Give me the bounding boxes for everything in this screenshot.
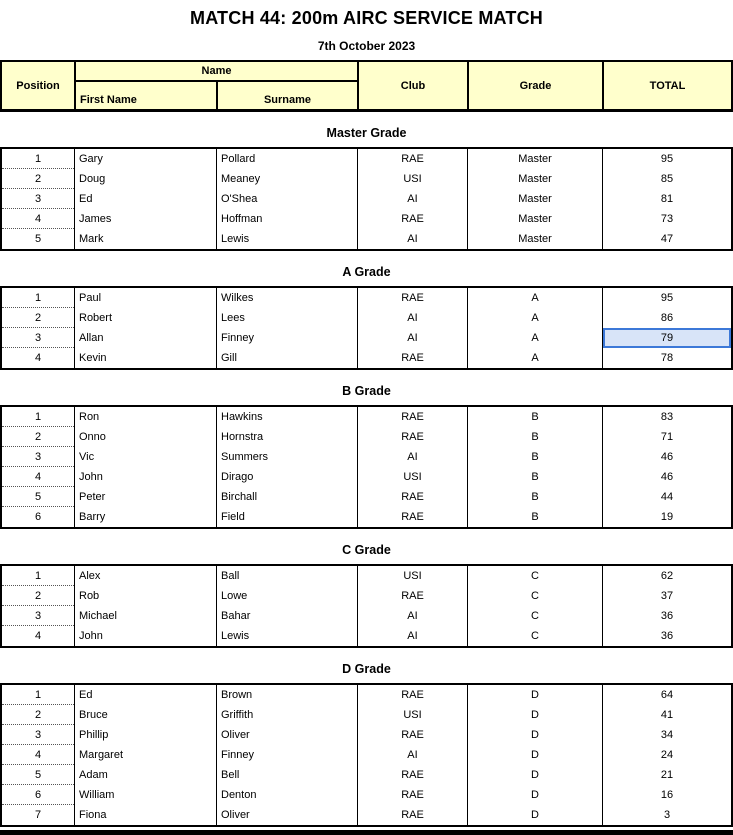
position-cell[interactable]: 3	[2, 328, 74, 348]
club-cell[interactable]: RAE	[357, 209, 467, 229]
surname-cell[interactable]: Hoffman	[216, 209, 357, 229]
grade-cell[interactable]: D	[467, 705, 602, 725]
grade-cell[interactable]: D	[467, 765, 602, 785]
first-name-cell[interactable]: Alex	[74, 566, 216, 586]
first-name-cell[interactable]: Phillip	[74, 725, 216, 745]
grade-section	[0, 264, 733, 370]
surname-cell[interactable]: Hornstra	[216, 427, 357, 447]
surname-cell[interactable]: Bahar	[216, 606, 357, 626]
club-cell[interactable]: AI	[357, 189, 467, 209]
surname-cell[interactable]: Finney	[216, 745, 357, 765]
first-name-cell[interactable]: Ed	[74, 685, 216, 705]
grade-cell[interactable]: Master	[467, 169, 602, 189]
grade-cell[interactable]: B	[467, 427, 602, 447]
grade-cell[interactable]: A	[467, 288, 602, 308]
club-cell[interactable]: USI	[357, 566, 467, 586]
grade-heading: D Grade	[342, 662, 391, 676]
first-name-cell[interactable]: Barry	[74, 507, 216, 527]
position-cell[interactable]: 1	[2, 685, 74, 705]
surname-cell[interactable]: Hawkins	[216, 407, 357, 427]
club-cell[interactable]: RAE	[357, 805, 467, 825]
total-cell[interactable]: 81	[602, 189, 731, 209]
club-cell[interactable]: RAE	[357, 765, 467, 785]
position-cell[interactable]: 2	[2, 308, 74, 328]
first-name-cell[interactable]: Mark	[74, 229, 216, 249]
club-cell[interactable]: RAE	[357, 288, 467, 308]
grade-section	[0, 661, 733, 827]
club-cell[interactable]: USI	[357, 705, 467, 725]
position-cell[interactable]: 2	[2, 586, 74, 606]
surname-cell[interactable]: Denton	[216, 785, 357, 805]
grade-section	[0, 383, 733, 529]
position-cell[interactable]: 5	[2, 765, 74, 785]
grade-cell[interactable]: D	[467, 805, 602, 825]
grade-sections	[0, 125, 733, 827]
page-title: MATCH 44: 200m AIRC SERVICE MATCH	[190, 8, 543, 28]
club-cell[interactable]: AI	[357, 626, 467, 646]
grade-cell[interactable]: C	[467, 626, 602, 646]
position-cell[interactable]: 6	[2, 785, 74, 805]
total-cell[interactable]: 83	[602, 407, 731, 427]
grade-table	[0, 564, 733, 648]
position-cell[interactable]: 4	[2, 209, 74, 229]
club-cell[interactable]: RAE	[357, 348, 467, 368]
grade-heading: A Grade	[342, 265, 391, 279]
first-name-cell[interactable]: Paul	[74, 288, 216, 308]
surname-cell[interactable]: Field	[216, 507, 357, 527]
surname-cell[interactable]: Brown	[216, 685, 357, 705]
surname-cell[interactable]: Oliver	[216, 805, 357, 825]
total-cell[interactable]: 3	[602, 805, 731, 825]
first-name-cell[interactable]: John	[74, 467, 216, 487]
grade-cell[interactable]: C	[467, 566, 602, 586]
total-cell[interactable]: 19	[602, 507, 731, 527]
grade-heading: B Grade	[342, 384, 391, 398]
total-cell[interactable]: 46	[602, 467, 731, 487]
position-cell[interactable]: 2	[2, 705, 74, 725]
first-name-cell[interactable]: Ed	[74, 189, 216, 209]
position-cell[interactable]: 4	[2, 467, 74, 487]
surname-cell[interactable]: Pollard	[216, 149, 357, 169]
club-cell[interactable]: RAE	[357, 785, 467, 805]
total-cell[interactable]: 44	[602, 487, 731, 507]
club-cell[interactable]: AI	[357, 308, 467, 328]
grade-section	[0, 125, 733, 251]
total-cell[interactable]: 85	[602, 169, 731, 189]
first-name-cell[interactable]: Peter	[74, 487, 216, 507]
club-cell[interactable]: RAE	[357, 407, 467, 427]
first-name-cell[interactable]: Fiona	[74, 805, 216, 825]
surname-cell[interactable]: Lewis	[216, 229, 357, 249]
total-cell[interactable]: 21	[602, 765, 731, 785]
club-cell[interactable]: RAE	[357, 586, 467, 606]
grade-cell[interactable]: Master	[467, 189, 602, 209]
club-cell[interactable]: RAE	[357, 507, 467, 527]
club-cell[interactable]: AI	[357, 745, 467, 765]
surname-cell[interactable]: Lowe	[216, 586, 357, 606]
total-cell[interactable]: 36	[602, 606, 731, 626]
table-header	[0, 60, 733, 112]
grade-cell[interactable]: B	[467, 467, 602, 487]
header-name: Name	[74, 62, 357, 82]
header-surname: Surname	[216, 82, 357, 109]
grade-cell[interactable]: B	[467, 407, 602, 427]
club-cell[interactable]: AI	[357, 606, 467, 626]
position-cell[interactable]: 2	[2, 427, 74, 447]
grade-section	[0, 542, 733, 648]
club-cell[interactable]: RAE	[357, 725, 467, 745]
total-cell-selected[interactable]: 79	[602, 328, 731, 348]
surname-cell[interactable]: Birchall	[216, 487, 357, 507]
grade-cell[interactable]: C	[467, 586, 602, 606]
position-cell[interactable]: 3	[2, 189, 74, 209]
surname-cell[interactable]: Griffith	[216, 705, 357, 725]
grade-cell[interactable]: Master	[467, 209, 602, 229]
first-name-cell[interactable]: James	[74, 209, 216, 229]
club-cell[interactable]: AI	[357, 229, 467, 249]
first-name-cell[interactable]: Vic	[74, 447, 216, 467]
club-cell[interactable]: RAE	[357, 685, 467, 705]
position-cell[interactable]: 4	[34, 630, 42, 642]
position-cell[interactable]: 1	[2, 288, 74, 308]
position-cell[interactable]: 3	[2, 606, 74, 626]
grade-cell[interactable]: D	[467, 785, 602, 805]
position-cell[interactable]: 4	[34, 352, 42, 364]
position-cell[interactable]: 5	[34, 233, 42, 245]
total-cell[interactable]: 16	[602, 785, 731, 805]
first-name-cell[interactable]: John	[74, 626, 216, 646]
first-name-cell[interactable]: Kevin	[74, 348, 216, 368]
position-cell[interactable]: 4	[2, 745, 74, 765]
first-name-cell[interactable]: Onno	[74, 427, 216, 447]
first-name-cell[interactable]: Allan	[74, 328, 216, 348]
first-name-cell[interactable]: Robert	[74, 308, 216, 328]
total-cell[interactable]: 86	[602, 308, 731, 328]
position-cell[interactable]: 5	[2, 487, 74, 507]
match-date: 7th October 2023	[317, 39, 416, 53]
position-cell[interactable]: 3	[2, 725, 74, 745]
first-name-cell[interactable]: Doug	[74, 169, 216, 189]
header-total: TOTAL	[602, 62, 731, 109]
grade-cell[interactable]: C	[467, 606, 602, 626]
bottom-rule	[0, 830, 733, 835]
total-cell[interactable]: 78	[602, 348, 731, 368]
first-name-cell[interactable]: Adam	[74, 765, 216, 785]
total-cell[interactable]: 64	[602, 685, 731, 705]
grade-cell[interactable]: D	[467, 745, 602, 765]
surname-cell[interactable]: Wilkes	[216, 288, 357, 308]
first-name-cell[interactable]: Margaret	[74, 745, 216, 765]
total-cell[interactable]: 46	[602, 447, 731, 467]
grade-cell[interactable]: A	[467, 348, 602, 368]
surname-cell[interactable]: Bell	[216, 765, 357, 785]
total-cell[interactable]: 95	[602, 288, 731, 308]
club-cell[interactable]: RAE	[357, 427, 467, 447]
grade-heading: Master Grade	[326, 126, 407, 140]
position-cell[interactable]: 2	[2, 169, 74, 189]
grade-table	[0, 405, 733, 529]
surname-cell[interactable]: O'Shea	[216, 189, 357, 209]
grade-table	[0, 683, 733, 827]
grade-table	[0, 286, 733, 370]
surname-cell[interactable]: Ball	[216, 566, 357, 586]
grade-cell[interactable]: Master	[467, 229, 602, 249]
club-cell[interactable]: AI	[357, 447, 467, 467]
grade-cell[interactable]: D	[467, 725, 602, 745]
position-cell[interactable]: 1	[2, 149, 74, 169]
header-grade: Grade	[467, 62, 602, 109]
grade-table	[0, 147, 733, 251]
club-cell[interactable]: USI	[357, 467, 467, 487]
header-first-name: First Name	[74, 82, 216, 109]
grade-cell[interactable]: B	[467, 487, 602, 507]
header-club: Club	[357, 62, 467, 109]
position-cell[interactable]: 1	[2, 566, 74, 586]
position-cell[interactable]: 6	[34, 511, 42, 523]
grade-cell[interactable]: B	[467, 507, 602, 527]
surname-cell[interactable]: Meaney	[216, 169, 357, 189]
surname-cell[interactable]: Oliver	[216, 725, 357, 745]
surname-cell[interactable]: Dirago	[216, 467, 357, 487]
grade-cell[interactable]: A	[467, 308, 602, 328]
grade-cell[interactable]: D	[467, 685, 602, 705]
total-cell[interactable]: 36	[602, 626, 731, 646]
grade-heading: C Grade	[342, 543, 391, 557]
total-cell[interactable]: 34	[602, 725, 731, 745]
total-cell[interactable]: 62	[602, 566, 731, 586]
surname-cell[interactable]: Lees	[216, 308, 357, 328]
surname-cell[interactable]: Lewis	[216, 626, 357, 646]
position-cell[interactable]: 7	[34, 809, 42, 821]
total-cell[interactable]: 24	[602, 745, 731, 765]
grade-cell[interactable]: Master	[467, 149, 602, 169]
total-cell[interactable]: 41	[602, 705, 731, 725]
first-name-cell[interactable]: Rob	[74, 586, 216, 606]
club-cell[interactable]: RAE	[357, 149, 467, 169]
first-name-cell[interactable]: Ron	[74, 407, 216, 427]
total-cell[interactable]: 73	[602, 209, 731, 229]
total-cell[interactable]: 95	[602, 149, 731, 169]
first-name-cell[interactable]: Michael	[74, 606, 216, 626]
surname-cell[interactable]: Gill	[216, 348, 357, 368]
first-name-cell[interactable]: William	[74, 785, 216, 805]
first-name-cell[interactable]: Gary	[74, 149, 216, 169]
grade-cell[interactable]: A	[467, 328, 602, 348]
first-name-cell[interactable]: Bruce	[74, 705, 216, 725]
position-cell[interactable]: 1	[2, 407, 74, 427]
total-cell[interactable]: 47	[602, 229, 731, 249]
club-cell[interactable]: USI	[357, 169, 467, 189]
total-cell[interactable]: 37	[602, 586, 731, 606]
club-cell[interactable]: AI	[357, 328, 467, 348]
surname-cell[interactable]: Summers	[216, 447, 357, 467]
position-cell[interactable]: 3	[2, 447, 74, 467]
header-position: Position	[16, 79, 60, 92]
club-cell[interactable]: RAE	[357, 487, 467, 507]
grade-cell[interactable]: B	[467, 447, 602, 467]
surname-cell[interactable]: Finney	[216, 328, 357, 348]
total-cell[interactable]: 71	[602, 427, 731, 447]
